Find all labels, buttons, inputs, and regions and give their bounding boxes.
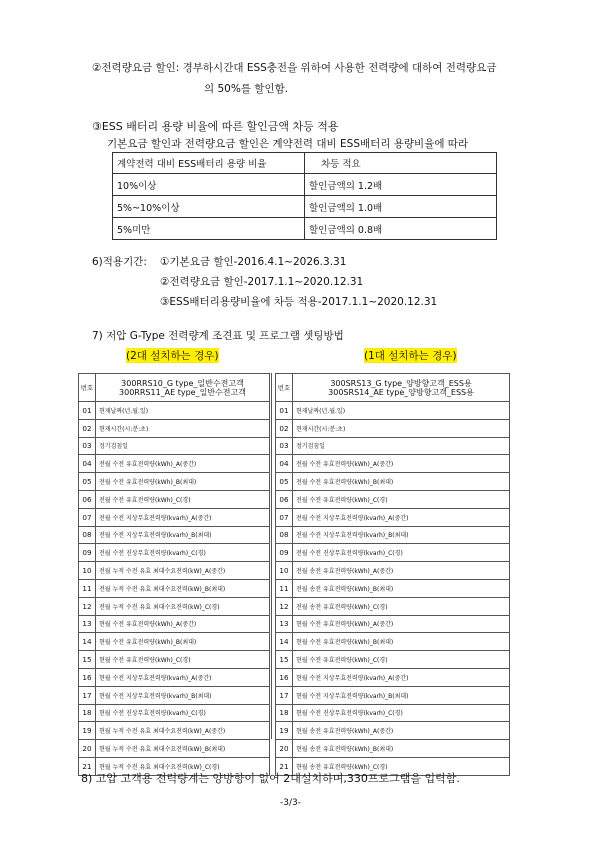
row-number: 05 bbox=[79, 473, 96, 491]
meter-table-header bbox=[276, 374, 510, 402]
table-row bbox=[79, 615, 270, 633]
table-row bbox=[79, 740, 270, 758]
meter-table-one-unit bbox=[275, 373, 510, 776]
row-label: 현월 수전 유효전력량(kWh)_C(경) bbox=[96, 651, 270, 669]
left-caption: (2대 설치하는 경우) bbox=[126, 350, 219, 362]
row-label: 전월 수전 유효전력량(kWh)_B(최대) bbox=[293, 473, 510, 491]
table-row bbox=[276, 597, 510, 615]
row-number: 05 bbox=[276, 473, 293, 491]
row-number: 04 bbox=[79, 455, 96, 473]
header-meter-type-line2: 300RRS11_AE type_일반수전고객 bbox=[119, 387, 246, 397]
row-number: 20 bbox=[276, 740, 293, 758]
header-meter-type bbox=[293, 374, 510, 402]
table-row bbox=[79, 597, 270, 615]
row-number: 10 bbox=[276, 562, 293, 580]
row-number: 19 bbox=[79, 722, 96, 740]
section3-title: ③ESS 배터리 용량 비율에 따른 할인금액 차등 적용 bbox=[92, 120, 339, 133]
table-row bbox=[79, 668, 270, 686]
row-number: 13 bbox=[79, 615, 96, 633]
row-label: 전월 누적 수전 유효 최대수요전력(kW)_C(경) bbox=[96, 597, 270, 615]
discount2-line1: ②전력량요금 할인: 경부하시간대 ESS충전을 위하여 사용한 전력량에 대하여 전력량요금 bbox=[92, 62, 497, 74]
section7-title: 7) 저압 G-Type 전력량계 조견표 및 프로그램 셋팅방법 bbox=[92, 330, 344, 342]
row-number: 07 bbox=[276, 508, 293, 526]
table-row bbox=[276, 544, 510, 562]
meter-table-header bbox=[79, 374, 270, 402]
row-number: 07 bbox=[79, 508, 96, 526]
section3-intro: 기본요금 할인과 전력량요금 할인은 계약전력 대비 ESS배터리 용량비율에 따라 bbox=[107, 138, 469, 150]
row-label: 전월 송전 유효전력량(kWh)_A(중간) bbox=[293, 562, 510, 580]
table-row bbox=[276, 633, 510, 651]
row-label: 현월 송전 유효전력량(kWh)_B(최대) bbox=[293, 740, 510, 758]
header-meter-type bbox=[96, 374, 270, 402]
row-label: 현월 수전 진상무효전력량(kvarh)_C(경) bbox=[293, 704, 510, 722]
table-row bbox=[79, 651, 270, 669]
row-number: 18 bbox=[79, 704, 96, 722]
discount2-line2: 의 50%를 할인함. bbox=[204, 83, 289, 95]
row-number: 11 bbox=[79, 579, 96, 597]
row-label: 현월 송전 유효전력량(kWh)_C(경) bbox=[293, 757, 510, 775]
table-row bbox=[276, 490, 510, 508]
row-label: 전월 수전 진상무효전력량(kvarh)_C(경) bbox=[96, 544, 270, 562]
row-label: 전월 수전 지상무효전력량(kvarh)_B(최대) bbox=[293, 526, 510, 544]
table-row bbox=[276, 437, 510, 455]
period-item-basic: ①기본요금 할인-2016.4.1~2026.3.31 bbox=[160, 256, 347, 268]
table-row bbox=[79, 526, 270, 544]
ess-ratio-cell: 5%미만 bbox=[113, 218, 305, 240]
row-label: 현월 수전 지상무효전력량(kvarh)_B(최대) bbox=[293, 686, 510, 704]
table-row bbox=[79, 633, 270, 651]
row-number: 17 bbox=[79, 686, 96, 704]
ess-ratio-cell: 10%이상 bbox=[113, 174, 305, 196]
table-row bbox=[79, 455, 270, 473]
row-number: 08 bbox=[79, 526, 96, 544]
row-label: 전월 수전 지상무효전력량(kvarh)_A(중간) bbox=[96, 508, 270, 526]
header-meter-type-line2: 300SRS14_AE type_양방향고객_ESS용 bbox=[328, 387, 474, 397]
row-label: 현재날짜(년.월.일) bbox=[293, 402, 510, 420]
row-label: 현월 수전 지상무효전력량(kvarh)_A(중간) bbox=[293, 668, 510, 686]
row-number: 06 bbox=[79, 490, 96, 508]
table-row bbox=[276, 651, 510, 669]
page-number: -3/3- bbox=[280, 798, 301, 808]
row-label: 현월 수전 유효전력량(kWh)_C(경) bbox=[293, 651, 510, 669]
section8-text: 8) 고압 고객용 전력량계는 양방향이 없어 2대설치하며,330프로그램을 입력함. bbox=[81, 772, 460, 785]
row-label: 현월 수전 유효전력량(kWh)_A(중간) bbox=[293, 615, 510, 633]
row-label: 전월 수전 유효전력량(kWh)_C(경) bbox=[96, 490, 270, 508]
row-label: 현월 수전 유효전력량(kWh)_A(중간) bbox=[96, 615, 270, 633]
row-number: 10 bbox=[79, 562, 96, 580]
row-label: 전월 수전 지상무효전력량(kvarh)_A(중간) bbox=[293, 508, 510, 526]
row-label: 전월 수전 유효전력량(kWh)_A(중간) bbox=[293, 455, 510, 473]
table-row bbox=[276, 526, 510, 544]
row-number: 02 bbox=[276, 419, 293, 437]
row-number: 16 bbox=[276, 668, 293, 686]
table-row bbox=[79, 473, 270, 491]
row-label: 현재시간(시:분:초) bbox=[96, 419, 270, 437]
row-number: 19 bbox=[276, 722, 293, 740]
table-row bbox=[79, 508, 270, 526]
row-label: 현월 송전 유효전력량(kWh)_A(중간) bbox=[293, 722, 510, 740]
table-row bbox=[113, 218, 497, 240]
row-number: 01 bbox=[276, 402, 293, 420]
table-row bbox=[79, 562, 270, 580]
row-number: 03 bbox=[79, 437, 96, 455]
row-number: 14 bbox=[79, 633, 96, 651]
table-row bbox=[276, 419, 510, 437]
row-number: 12 bbox=[276, 597, 293, 615]
table-row bbox=[276, 668, 510, 686]
table-row bbox=[79, 579, 270, 597]
period-item-energy: ②전력량요금 할인-2017.1.1~2020.12.31 bbox=[160, 276, 364, 288]
row-label: 전월 수전 지상무효전력량(kvarh)_B(최대) bbox=[96, 526, 270, 544]
table-row bbox=[113, 174, 497, 196]
row-number: 12 bbox=[79, 597, 96, 615]
right-caption: (1대 설치하는 경우) bbox=[364, 350, 457, 362]
row-label: 전월 송전 유효전력량(kWh)_C(경) bbox=[293, 597, 510, 615]
row-label: 전월 송전 유효전력량(kWh)_B(최대) bbox=[293, 579, 510, 597]
table-row bbox=[276, 402, 510, 420]
row-number: 08 bbox=[276, 526, 293, 544]
table-row bbox=[276, 473, 510, 491]
row-number: 17 bbox=[276, 686, 293, 704]
table-row bbox=[79, 437, 270, 455]
table-row bbox=[276, 615, 510, 633]
row-number: 14 bbox=[276, 633, 293, 651]
row-label: 현월 수전 지상무효전력량(kvarh)_B(최대) bbox=[96, 686, 270, 704]
table-row bbox=[113, 196, 497, 218]
table-row bbox=[79, 704, 270, 722]
row-number: 09 bbox=[79, 544, 96, 562]
row-label: 정기검침일 bbox=[96, 437, 270, 455]
table-row bbox=[79, 490, 270, 508]
row-label: 현월 수전 유효전력량(kWh)_B(최대) bbox=[96, 633, 270, 651]
row-label: 전월 수전 유효전력량(kWh)_C(경) bbox=[293, 490, 510, 508]
header-number: 번호 bbox=[79, 374, 96, 402]
ess-ratio-cell: 5%~10%이상 bbox=[113, 196, 305, 218]
table-row bbox=[276, 579, 510, 597]
table-row bbox=[276, 722, 510, 740]
row-number: 09 bbox=[276, 544, 293, 562]
row-label: 현월 누적 수전 유효 최대수요전력(kW)_C(경) bbox=[96, 757, 270, 775]
row-label: 현월 누적 수전 유효 최대수요전력(kW)_A(중간) bbox=[96, 722, 270, 740]
row-number: 06 bbox=[276, 490, 293, 508]
ess-discount-cell: 할인금액의 1.2배 bbox=[305, 174, 497, 196]
row-number: 16 bbox=[79, 668, 96, 686]
row-label: 현월 수전 지상무효전력량(kvarh)_A(중간) bbox=[96, 668, 270, 686]
row-label: 현월 수전 유효전력량(kWh)_B(최대) bbox=[293, 633, 510, 651]
row-number: 18 bbox=[276, 704, 293, 722]
row-label: 현월 수전 진상무효전력량(kvarh)_C(경) bbox=[96, 704, 270, 722]
header-meter-type-line1: 300RRS10_G type_일반수전고객 bbox=[121, 378, 244, 388]
row-label: 전월 누적 수전 유효 최대수요전력(kW)_A(중간) bbox=[96, 562, 270, 580]
row-number: 20 bbox=[79, 740, 96, 758]
meter-table-two-units bbox=[78, 373, 270, 776]
row-number: 15 bbox=[276, 651, 293, 669]
row-number: 11 bbox=[276, 579, 293, 597]
table-row bbox=[276, 686, 510, 704]
row-number: 13 bbox=[276, 615, 293, 633]
row-number: 04 bbox=[276, 455, 293, 473]
ess-discount-cell: 할인금액의 1.0배 bbox=[305, 196, 497, 218]
table-row bbox=[276, 508, 510, 526]
table-row bbox=[276, 562, 510, 580]
header-number: 번호 bbox=[276, 374, 293, 402]
table-row bbox=[79, 722, 270, 740]
row-number: 21 bbox=[79, 757, 96, 775]
row-number: 15 bbox=[79, 651, 96, 669]
row-label: 전월 수전 유효전력량(kWh)_B(최대) bbox=[96, 473, 270, 491]
table-row bbox=[79, 686, 270, 704]
ess-ratio-header-ratio: 계약전력 대비 ESS배터리 용량 비율 bbox=[113, 153, 305, 174]
row-number: 01 bbox=[79, 402, 96, 420]
row-number: 21 bbox=[276, 757, 293, 775]
header-meter-type-line1: 300SRS13_G type_양방향고객_ESS용 bbox=[330, 378, 472, 388]
table-row bbox=[79, 544, 270, 562]
ess-ratio-header-differential: 차등 적요 bbox=[305, 153, 497, 174]
table-row bbox=[276, 455, 510, 473]
ess-discount-cell: 할인금액의 0.8배 bbox=[305, 218, 497, 240]
ess-ratio-table-header bbox=[113, 153, 497, 174]
period-item-ess: ③ESS배터리용량비율에 차등 적용-2017.1.1~2020.12.31 bbox=[160, 296, 438, 308]
table-row bbox=[276, 740, 510, 758]
row-label: 현재시간(시:분:초) bbox=[293, 419, 510, 437]
row-label: 현재날짜(년.월.일) bbox=[96, 402, 270, 420]
row-label: 정기검침일 bbox=[293, 437, 510, 455]
table-row bbox=[276, 704, 510, 722]
row-number: 02 bbox=[79, 419, 96, 437]
table-divider-line bbox=[271, 373, 272, 739]
row-label: 전월 수전 유효전력량(kWh)_A(중간) bbox=[96, 455, 270, 473]
period-label: 6)적용기간: bbox=[92, 256, 147, 268]
table-row bbox=[79, 402, 270, 420]
row-label: 현월 누적 수전 유효 최대수요전력(kW)_B(최대) bbox=[96, 740, 270, 758]
row-label: 전월 누적 수전 유효 최대수요전력(kW)_B(최대) bbox=[96, 579, 270, 597]
ess-ratio-table bbox=[112, 152, 497, 240]
row-number: 03 bbox=[276, 437, 293, 455]
row-label: 전월 수전 진상무효전력량(kvarh)_C(경) bbox=[293, 544, 510, 562]
table-row bbox=[79, 419, 270, 437]
